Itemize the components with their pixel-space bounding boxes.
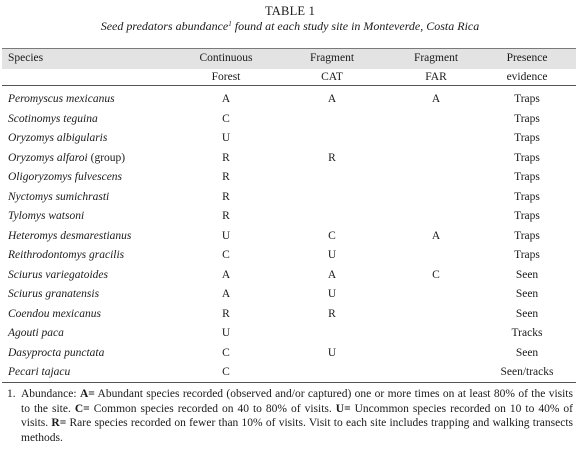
cell-presence-evidence: Seen <box>515 288 539 300</box>
footnote-number: 1. <box>7 388 16 400</box>
header-far: FAR <box>425 71 447 83</box>
cell-presence-evidence: Traps <box>514 132 540 144</box>
species-name: Coendou mexicanus <box>8 308 101 320</box>
header-presence: Presence <box>506 52 548 64</box>
cell-presence-evidence: Seen <box>515 347 539 359</box>
caption-footnote-ref: 1 <box>228 20 232 28</box>
cell-fragment-cat: C <box>328 230 336 242</box>
cell-continuous-forest: R <box>222 191 230 203</box>
cell-continuous-forest: C <box>222 113 230 125</box>
footnote <box>7 387 573 445</box>
cell-fragment-cat: U <box>327 249 337 261</box>
cell-presence-evidence: Traps <box>514 93 540 105</box>
cell-continuous-forest: R <box>222 308 230 320</box>
cell-fragment-cat: U <box>327 347 337 359</box>
cell-continuous-forest: U <box>221 230 231 242</box>
cell-fragment-cat: R <box>328 308 336 320</box>
footnote-segment: Uncommon species recorded on 10 to 40% of visits. <box>21 402 573 430</box>
header-cat: CAT <box>321 71 343 83</box>
cell-species <box>8 248 124 262</box>
header-forest: Forest <box>211 71 241 83</box>
species-name: Oryzomys alfaroi <box>8 152 88 164</box>
footnote-text <box>21 387 573 445</box>
cell-presence-evidence: Traps <box>514 152 540 164</box>
cell-species <box>8 326 64 340</box>
cell-fragment-cat: U <box>327 288 337 300</box>
cell-species <box>8 268 108 282</box>
cell-fragment-far: A <box>431 230 441 242</box>
species-name: Scotinomys teguina <box>8 113 98 125</box>
cell-species <box>8 209 84 223</box>
footnote-abbrev: C= <box>74 402 90 415</box>
cell-species <box>8 151 125 165</box>
species-name: Nyctomys sumichrasti <box>8 191 110 203</box>
header-evidence: evidence <box>506 71 548 83</box>
cell-species <box>8 92 115 106</box>
cell-continuous-forest: C <box>222 347 230 359</box>
species-suffix: (group) <box>87 152 126 164</box>
cell-continuous-forest: R <box>222 152 230 164</box>
footnote-segment: Abundant species recorded (observed and/or captured) one or more times on at least 80% of the visits to the site. <box>21 388 573 415</box>
cell-continuous-forest: R <box>222 210 230 222</box>
cell-species <box>8 346 104 360</box>
footnote-abbrev: A= <box>79 388 95 400</box>
cell-continuous-forest: A <box>221 269 231 281</box>
footnote-abbrev: U= <box>335 402 351 415</box>
cell-species <box>8 365 70 379</box>
species-name: Sciurus variegatoides <box>8 269 108 281</box>
header-species: Species <box>8 52 44 64</box>
cell-fragment-far: C <box>432 269 440 281</box>
cell-presence-evidence: Traps <box>514 249 540 261</box>
cell-continuous-forest: U <box>221 132 231 144</box>
footnote-abbrev: R= <box>51 417 67 430</box>
cell-presence-evidence: Traps <box>514 210 540 222</box>
caption-text: Seed predators abundance <box>100 19 229 33</box>
table-header-rule <box>2 85 576 86</box>
cell-presence-evidence: Traps <box>514 171 540 183</box>
header-fragment-cat: Fragment <box>309 52 355 64</box>
cell-species <box>8 170 122 184</box>
table-top-rule <box>2 48 576 49</box>
footnote-segment: Rare species recorded on fewer than 10% of visits. Visit to each site includes trapping and walking transects methods. <box>21 417 573 444</box>
species-name: Tylomys watsoni <box>8 210 85 222</box>
footnote-segment: Abundance: <box>21 388 80 400</box>
cell-species <box>8 131 107 145</box>
cell-continuous-forest: R <box>222 171 230 183</box>
species-name: Agouti paca <box>8 327 64 339</box>
cell-continuous-forest: A <box>221 93 231 105</box>
cell-continuous-forest: A <box>221 288 231 300</box>
cell-presence-evidence: Traps <box>514 191 540 203</box>
species-name: Oligoryzomys fulvescens <box>8 171 123 183</box>
cell-continuous-forest: C <box>222 366 230 378</box>
header-continuous: Continuous <box>199 52 253 64</box>
table-title: TABLE 1 <box>264 4 316 18</box>
cell-species <box>8 307 101 321</box>
cell-species <box>8 287 99 301</box>
table-caption <box>0 19 580 34</box>
cell-presence-evidence: Traps <box>514 230 540 242</box>
cell-fragment-far: A <box>431 93 441 105</box>
species-name: Peromyscus mexicanus <box>8 93 115 105</box>
table-bottom-rule <box>2 382 576 383</box>
footnote-segment: Common species recorded on 40 to 80% of visits. <box>89 402 336 415</box>
cell-fragment-cat: R <box>328 152 336 164</box>
cell-presence-evidence: Seen/tracks <box>500 366 554 378</box>
species-name: Heteromys desmarestianus <box>8 230 132 242</box>
cell-presence-evidence: Traps <box>514 113 540 125</box>
species-name: Reithrodontomys gracilis <box>8 249 125 261</box>
cell-presence-evidence: Seen <box>515 269 539 281</box>
cell-fragment-cat: A <box>327 269 337 281</box>
species-name: Dasyprocta punctata <box>8 347 105 359</box>
cell-species <box>8 229 131 243</box>
species-name: Pecari tajacu <box>8 366 71 378</box>
cell-presence-evidence: Seen <box>515 308 539 320</box>
cell-species <box>8 190 109 204</box>
cell-fragment-cat: A <box>327 93 337 105</box>
species-name: Oryzomys albigularis <box>8 132 108 144</box>
cell-presence-evidence: Tracks <box>511 327 543 339</box>
caption-text-rest: found at each study site in Monteverde, Costa Rica <box>231 19 480 33</box>
cell-continuous-forest: C <box>222 249 230 261</box>
header-fragment-far: Fragment <box>413 52 459 64</box>
cell-species <box>8 112 98 126</box>
cell-continuous-forest: U <box>221 327 231 339</box>
species-name: Sciurus granatensis <box>8 288 100 300</box>
